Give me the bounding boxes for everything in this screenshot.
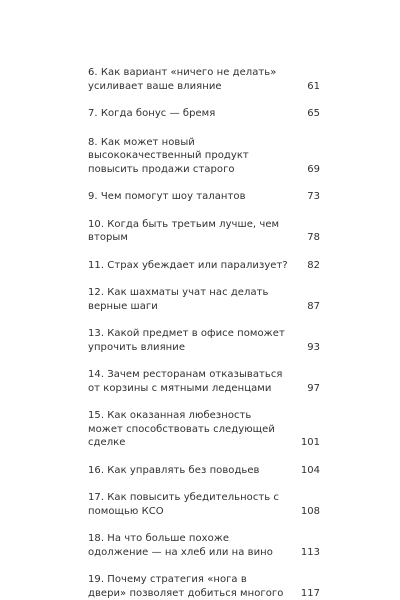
toc-entry (88, 107, 320, 121)
toc-entry-title: 12. Как шахматы учат нас делать верные шаги (88, 287, 269, 312)
toc-entry-page-number: 93 (307, 341, 320, 353)
toc-entry (88, 532, 320, 559)
toc-entry-page-number: 73 (307, 191, 320, 202)
toc-entry-title: 8. Как может новый высококачественный продукт повысить продажи старого (88, 136, 249, 175)
toc-entry (88, 409, 320, 450)
toc-entry (88, 66, 320, 93)
toc-entry (88, 327, 320, 354)
toc-entry (88, 573, 320, 600)
toc-entry (88, 286, 320, 313)
toc-entry-page-number: 101 (300, 437, 320, 448)
toc-entry (88, 218, 320, 245)
toc-entry-page-number: 113 (300, 546, 320, 558)
toc-entry (88, 136, 320, 177)
toc-entry-title: 17. Как повысить убедительность с помощью КСО (88, 492, 279, 517)
toc-entry (88, 190, 320, 204)
toc-entry-page-number: 108 (300, 505, 320, 517)
toc-entry-page-number: 61 (307, 80, 320, 92)
toc-entry-page-number: 69 (307, 163, 320, 175)
toc-entry-page-number: 97 (307, 382, 320, 394)
toc-entry (88, 259, 320, 273)
toc-entry-title: 10. Когда быть третьим лучше, чем вторым (88, 218, 280, 243)
toc-entry-title: 18. На что больше похоже одолжение — на хлеб или на вино (88, 533, 273, 558)
toc-entry-title: 6. Как вариант «ничего не делать» усиливает ваше влияние (88, 67, 277, 92)
toc-entry-title: 13. Какой предмет в офисе поможет упрочить влияние (88, 328, 285, 353)
toc-entry-title: 16. Как управлять без поводьев (88, 464, 260, 476)
toc-entry-page-number: 117 (300, 587, 320, 599)
toc-entry (88, 464, 320, 478)
toc-entry-page-number: 65 (307, 108, 320, 119)
toc-entry-title: 19. Почему стратегия «нога в двери» позволяет добиться многого (88, 574, 284, 599)
toc-entry-page-number: 87 (307, 300, 320, 312)
toc-entry-page-number: 82 (307, 259, 320, 271)
table-of-contents (88, 66, 320, 600)
toc-entry (88, 368, 320, 395)
toc-entry-title: 15. Как оказанная любезность может способствовать следующей сделке (88, 410, 275, 448)
toc-entry-page-number: 104 (300, 464, 320, 476)
toc-entry (88, 491, 320, 518)
toc-entry-title: 7. Когда бонус — бремя (88, 108, 216, 119)
toc-entry-title: 9. Чем помогут шоу талантов (88, 191, 246, 202)
toc-entry-title: 14. Зачем ресторанам отказываться от корзины с мятными леденцами (88, 369, 283, 394)
toc-entry-page-number: 78 (307, 232, 320, 243)
toc-entry-title: 11. Страх убеждает или парализует? (88, 259, 288, 271)
